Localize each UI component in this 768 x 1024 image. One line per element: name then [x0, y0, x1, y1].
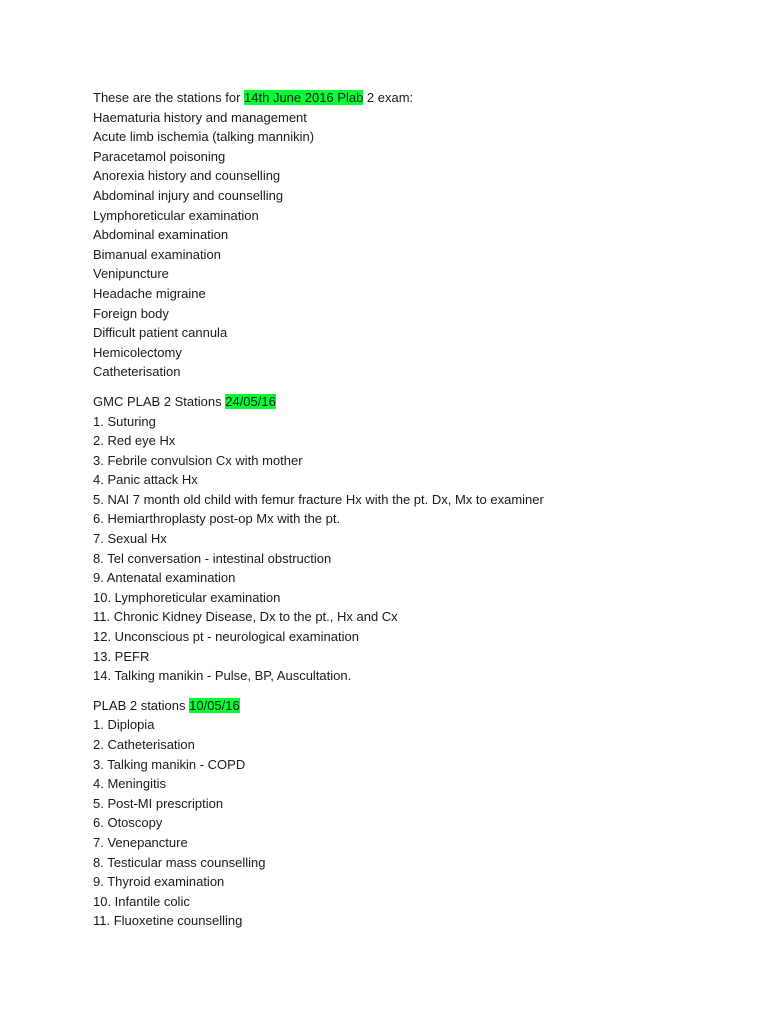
list-item: Hemicolectomy: [93, 344, 182, 360]
list-item: 14. Talking manikin - Pulse, BP, Auscultation.: [93, 668, 352, 684]
list-item: Foreign body: [93, 305, 169, 321]
list-item: 3. Febrile convulsion Cx with mother: [93, 452, 303, 468]
list-item: Bimanual examination: [93, 246, 221, 262]
list-item: 12. Unconscious pt - neurological examination: [93, 629, 359, 645]
list-item: 8. Tel conversation - intestinal obstruction: [93, 550, 332, 566]
list-item: Paracetamol poisoning: [93, 148, 226, 164]
list-item: Anorexia history and counselling: [93, 168, 281, 184]
heading-highlight: 24/05/16: [225, 393, 276, 409]
section-24-05-16: [93, 392, 733, 686]
list-item: 8. Testicular mass counselling: [93, 854, 266, 870]
list-item: 2. Catheterisation: [93, 737, 195, 752]
list-item: 2. Red eye Hx: [93, 433, 176, 449]
list-item: 6. Otoscopy: [93, 815, 163, 831]
list-item: 11. Chronic Kidney Disease, Dx to the pt., Hx and Cx: [93, 609, 398, 625]
heading-text: GMC PLAB 2 Stations: [93, 393, 226, 409]
document-page: [93, 88, 733, 931]
list-item: 11. Fluoxetine counselling: [93, 913, 243, 929]
list-item: 4. Meningitis: [93, 776, 166, 792]
list-item: 10. Infantile colic: [93, 893, 190, 909]
section-10-05-16: [93, 696, 733, 931]
heading-text: PLAB 2 stations: [93, 697, 190, 713]
heading-text: These are the stations for: [93, 90, 245, 105]
list-item: Abdominal injury and counselling: [93, 187, 284, 203]
heading-highlight: 14th June 2016 Plab: [244, 90, 364, 105]
section-heading: [93, 88, 733, 108]
list-item: Acute limb ischemia (talking mannikin): [93, 129, 315, 145]
list-item: 1. Suturing: [93, 413, 156, 429]
list-item: 7. Sexual Hx: [93, 531, 167, 547]
list-item: Difficult patient cannula: [93, 325, 228, 341]
list-item: Lymphoreticular examination: [93, 207, 259, 223]
list-item: 10. Lymphoreticular examination: [93, 589, 281, 605]
list-item: 6. Hemiarthroplasty post-op Mx with the pt.: [93, 511, 341, 527]
list-item: 9. Thyroid examination: [93, 874, 225, 890]
list-item: 5. NAI 7 month old child with femur fracture Hx with the pt. Dx, Mx to examiner: [93, 491, 544, 507]
list-item: Catheterisation: [93, 364, 181, 380]
list-item: 13. PEFR: [93, 648, 150, 664]
list-item: Venipuncture: [93, 266, 169, 282]
list-item: 3. Talking manikin - COPD: [93, 756, 246, 772]
list-item: Abdominal examination: [93, 227, 229, 243]
section-heading: [93, 392, 733, 412]
heading-text-after: 2 exam:: [363, 90, 414, 105]
section-14-june-2016: [93, 88, 733, 382]
list-item: 7. Venepancture: [93, 834, 188, 850]
list-item: 1. Diplopia: [93, 717, 155, 733]
heading-highlight: 10/05/16: [189, 697, 240, 713]
list-item: Headache migraine: [93, 285, 206, 301]
list-item: Haematuria history and management: [93, 109, 307, 125]
list-item: 5. Post-MI prescription: [93, 795, 224, 811]
list-item: 9. Antenatal examination: [93, 570, 236, 586]
list-item: 4. Panic attack Hx: [93, 472, 198, 488]
section-heading: [93, 696, 733, 716]
